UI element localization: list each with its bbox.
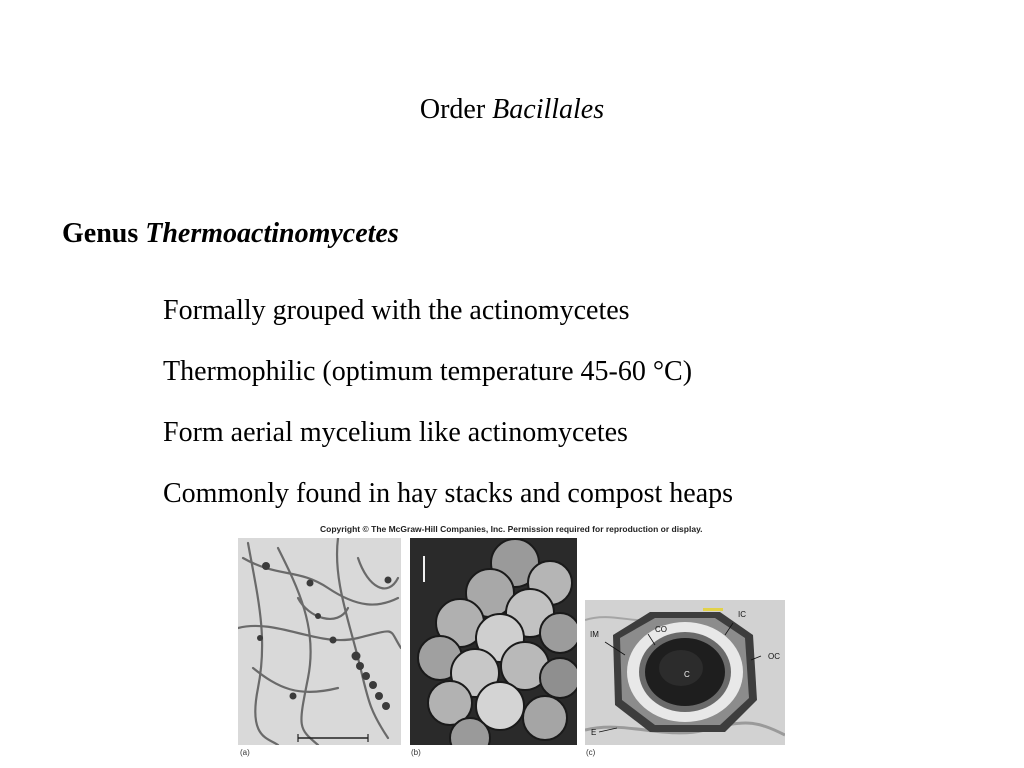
- label-e: E: [591, 728, 597, 737]
- genus-heading: [62, 218, 399, 250]
- bullet-item: Thermophilic (optimum temperature 45-60 °C): [163, 356, 693, 387]
- micrograph-b: [410, 538, 577, 745]
- label-ic: IC: [738, 610, 746, 619]
- genus-italic: Thermoactinomycetes: [145, 218, 399, 249]
- bullet-item: Commonly found in hay stacks and compost heaps: [163, 478, 734, 509]
- label-c: C: [684, 670, 690, 679]
- label-co: CO: [655, 625, 667, 634]
- title-prefix: Order: [419, 94, 493, 125]
- panel-label-c: (c): [586, 748, 596, 757]
- panel-label-a: (a): [240, 748, 250, 757]
- genus-prefix: Genus: [62, 218, 146, 249]
- bullet-list: [163, 280, 733, 524]
- micrograph-a: [238, 538, 401, 745]
- bullet-item: Form aerial mycelium like actinomycetes: [163, 417, 628, 448]
- slide-title: [0, 94, 1024, 126]
- title-italic: Bacillales: [492, 94, 605, 125]
- bullet-item: Formally grouped with the actinomycetes: [163, 295, 630, 326]
- label-im: IM: [590, 630, 599, 639]
- label-oc: OC: [768, 652, 780, 661]
- panel-label-b: (b): [411, 748, 421, 757]
- copyright-notice: Copyright © The McGraw-Hill Companies, Inc. Permission required for reproduction or display.: [320, 524, 703, 534]
